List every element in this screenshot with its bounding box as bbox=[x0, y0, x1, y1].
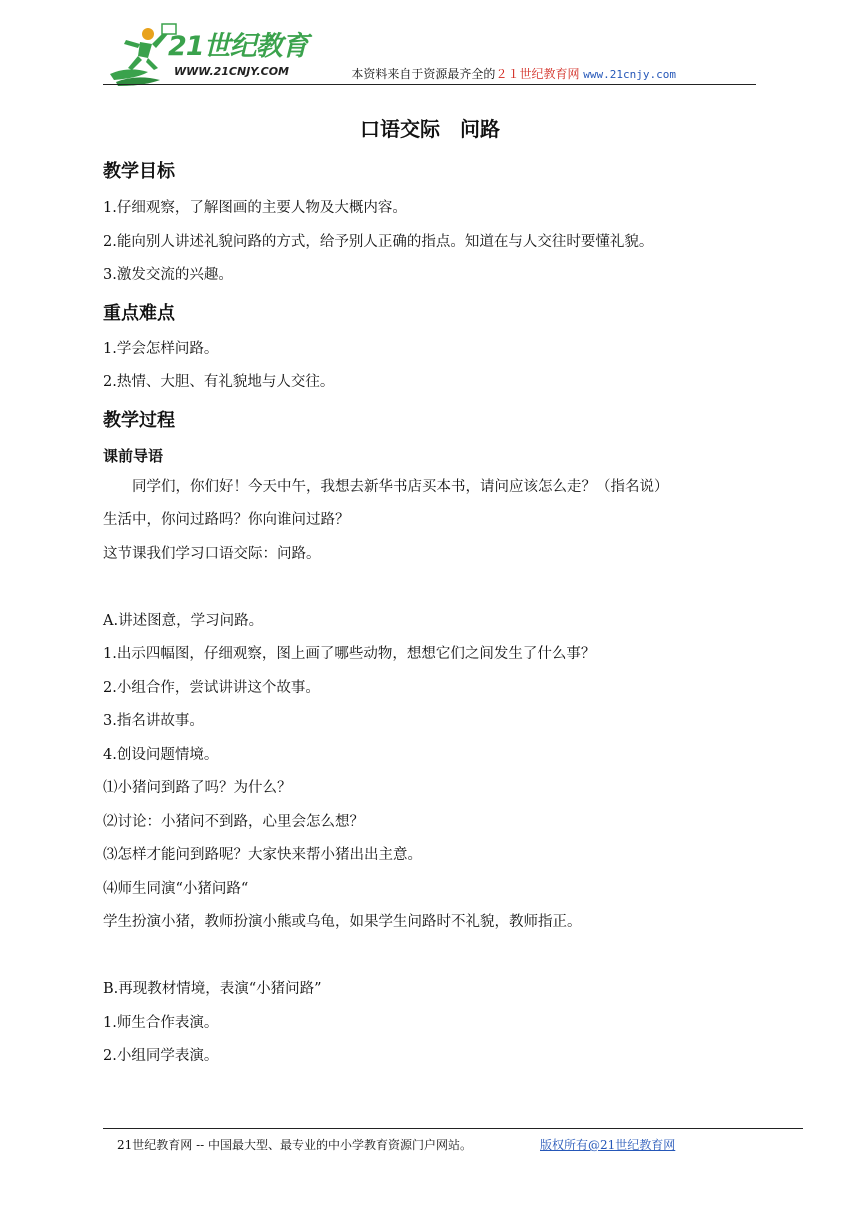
header-note-brand-link[interactable]: ２１世纪教育网 bbox=[495, 67, 580, 81]
part-a-line: 3.指名讲故事。 bbox=[103, 713, 204, 729]
page-header bbox=[103, 18, 756, 85]
site-logo[interactable] bbox=[108, 22, 308, 86]
part-a-line: ⑷师生同演“小猪问路“ bbox=[103, 880, 249, 897]
footer-text: 21世纪教育网 -- 中国最大型、最专业的中小学教育资源门户网站。 bbox=[117, 1138, 473, 1152]
part-a-line: 4.创设问题情境。 bbox=[103, 746, 219, 763]
section-heading-goals: 教学目标 bbox=[103, 161, 175, 182]
header-source-note bbox=[351, 67, 676, 82]
key-point-item: 2.热情、大胆、有礼貌地与人交往。 bbox=[103, 374, 335, 390]
intro-line: 生活中，你问过路吗？你向谁问过路？ bbox=[103, 512, 350, 528]
header-note-url-link[interactable]: www.21cnjy.com bbox=[583, 68, 676, 81]
part-a-line: 1.出示四幅图，仔细观察，图上画了哪些动物，想想它们之间发生了什么事？ bbox=[103, 646, 596, 662]
part-a-line: ⑶怎样才能问到路呢？大家快来帮小猪出出主意。 bbox=[103, 847, 422, 863]
intro-line: 同学们，你们好！今天中午，我想去新华书店买本书，请问应该怎么走？（指名说） bbox=[132, 478, 669, 495]
blank-line bbox=[103, 571, 768, 605]
footer-divider bbox=[103, 1128, 803, 1129]
header-note-prefix: 本资料来自于资源最齐全的 bbox=[351, 67, 496, 81]
part-a-line: 2.小组合作，尝试讲讲这个故事。 bbox=[103, 679, 320, 696]
subheading-intro: 课前导语 bbox=[103, 446, 164, 465]
part-a-line: A.讲述图意，学习问路。 bbox=[103, 612, 264, 629]
footer-copyright-link[interactable]: 版权所有@21世纪教育网 bbox=[540, 1138, 676, 1152]
page-title: 口语交际 问路 bbox=[360, 117, 500, 141]
logo-url-text: WWW.21CNJY.COM bbox=[174, 65, 289, 78]
part-b-line: 2.小组同学表演。 bbox=[103, 1048, 219, 1064]
part-b-line: B.再现教材情境，表演“小猪问路” bbox=[103, 981, 322, 997]
section-heading-process: 教学过程 bbox=[103, 409, 175, 431]
intro-line: 这节课我们学习口语交际：问路。 bbox=[103, 545, 321, 562]
part-a-line: 学生扮演小猪，教师扮演小熊或乌龟，如果学生问路时不礼貌，教师指正。 bbox=[103, 914, 582, 930]
part-b-line: 1.师生合作表演。 bbox=[103, 1014, 219, 1031]
key-point-item: 1.学会怎样问路。 bbox=[103, 340, 219, 357]
part-a-line: ⑴小猪问到路了吗？为什么？ bbox=[103, 780, 292, 796]
header-divider bbox=[103, 84, 756, 85]
blank-line bbox=[103, 940, 768, 974]
section-heading-key-points: 重点难点 bbox=[103, 302, 175, 324]
goal-item: 3.激发交流的兴趣。 bbox=[103, 267, 233, 283]
goal-item: 1.仔细观察，了解图画的主要人物及大概内容。 bbox=[103, 200, 407, 216]
goal-item: 2.能向别人讲述礼貌问路的方式，给予别人正确的指点。知道在与人交往时要懂礼貌。 bbox=[103, 233, 654, 250]
document-body bbox=[103, 156, 768, 1074]
logo-brand-text: 21世纪教育 bbox=[168, 31, 308, 62]
part-a-line: ⑵讨论：小猪问不到路，心里会怎么想？ bbox=[103, 813, 364, 830]
